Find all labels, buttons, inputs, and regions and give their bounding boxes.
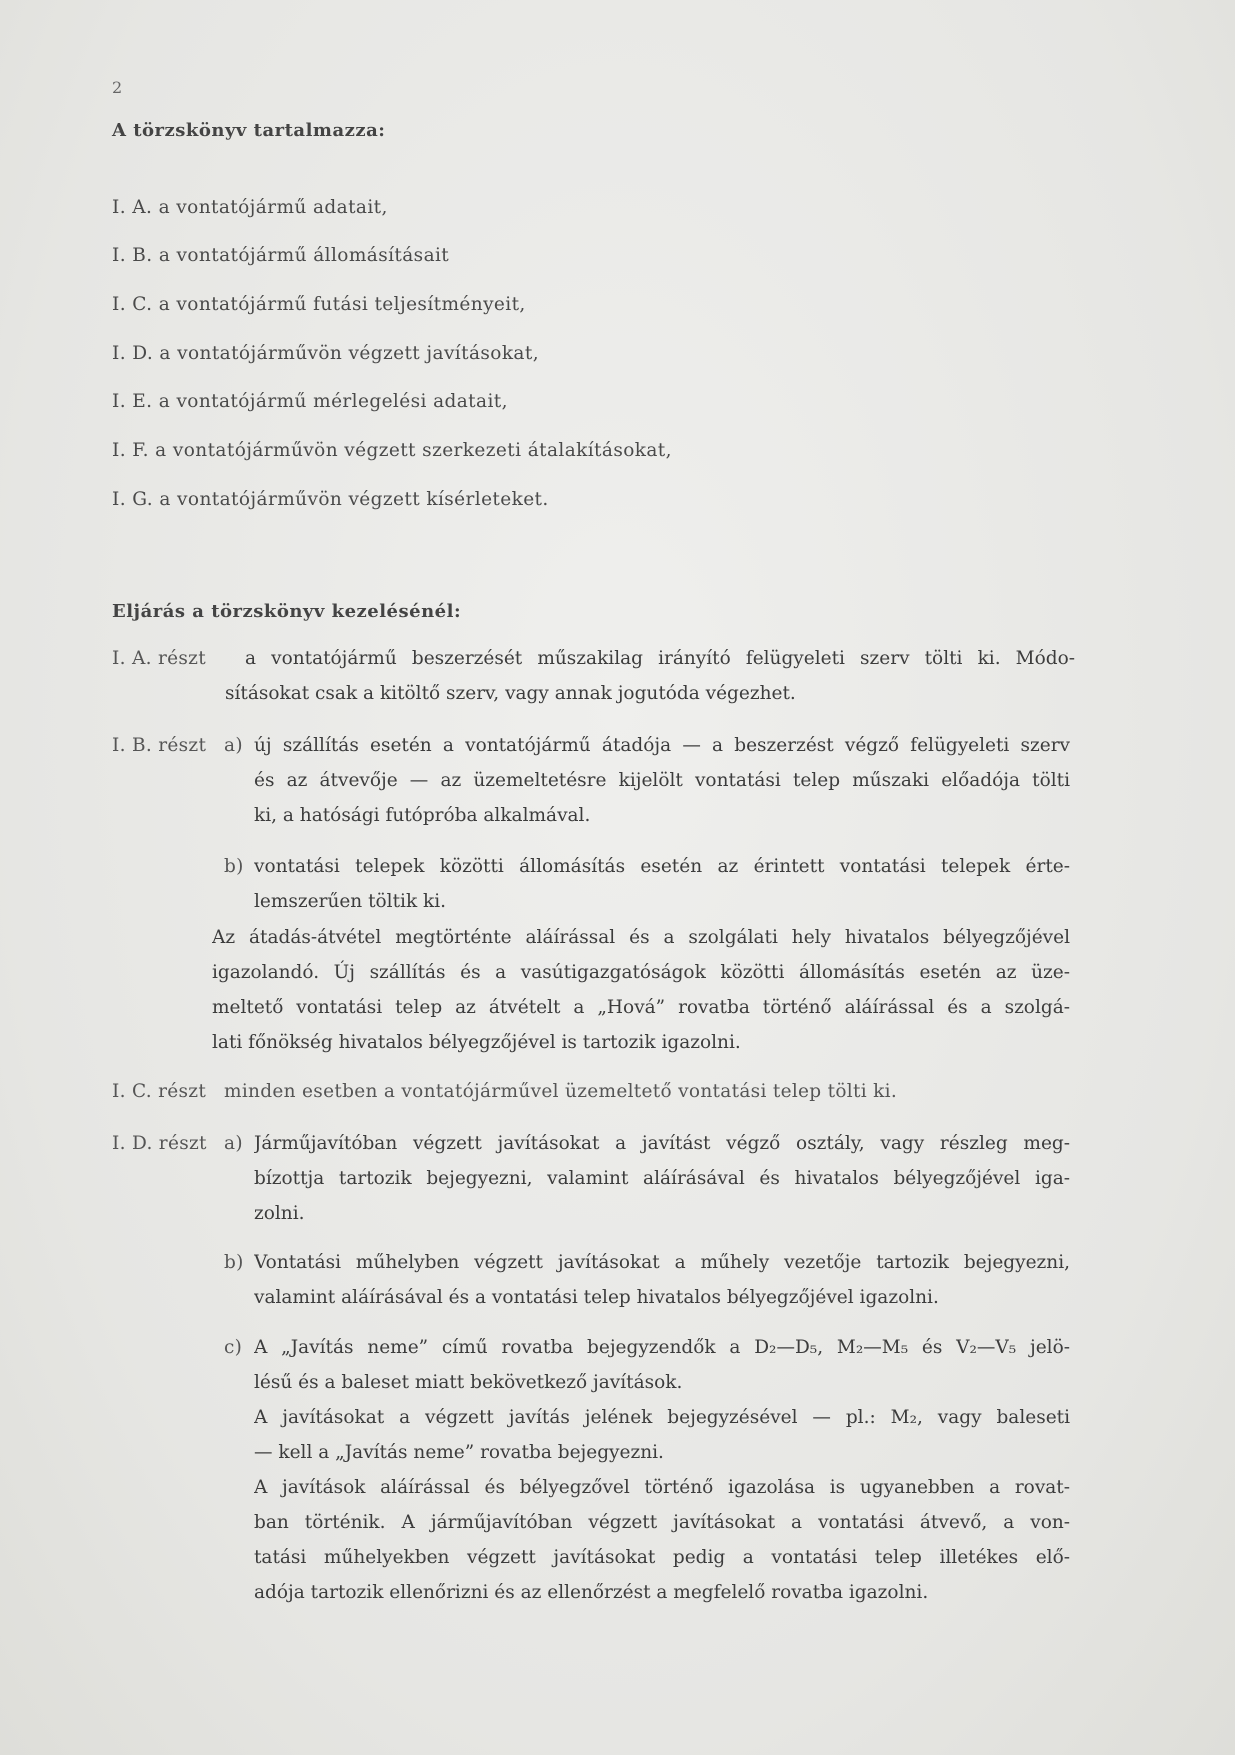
section-d-c-line: A javításokat a végzett javítás jelének bejegyzésével — pl.: M₂, vagy baleseti [254, 1407, 1070, 1428]
contents-item-d: I. D. a vontatójárművön végzett javításokat, [112, 343, 539, 364]
contents-item-f: I. F. a vontatójárművön végzett szerkezeti átalakításokat, [112, 440, 672, 461]
contents-item-c: I. C. a vontatójármű futási teljesítményeit, [112, 294, 526, 315]
section-b-a-line: és az átvevője — az üzemeltetésre kijelölt vontatási telep műszaki előadója tölti [254, 770, 1070, 791]
section-a-line: a vontatójármű beszerzését műszakilag irányító felügyeleti szerv tölti ki. Módo- [245, 648, 1075, 669]
page-number: 2 [112, 78, 123, 97]
section-d-c-line: — kell a „Javítás neme” rovatba bejegyezni. [254, 1442, 664, 1463]
section-d-b-text [254, 1245, 1070, 1315]
section-b-note-line: Az átadás-átvétel megtörténte aláírással és a szolgálati hely hivatalos bélyegzőjével [212, 927, 1070, 948]
contents-item-a: I. A. a vontatójármű adatait, [112, 197, 388, 218]
section-b-a-text [254, 728, 1070, 833]
section-d-c-line: A „Javítás neme” című rovatba bejegyzendők a D₂—D₅, M₂—M₅ és V₂—V₅ jelö- [254, 1337, 1070, 1358]
section-b-a-line: új szállítás esetén a vontatójármű átadója — a beszerzést végző felügyeleti szerv [254, 735, 1070, 756]
section-b-a-marker: a) [224, 735, 243, 756]
section-d-c-line: adója tartozik ellenőrizni és az ellenőrzést a megfelelő rovatba igazolni. [254, 1582, 929, 1603]
section-d-c-line: A javítások aláírással és bélyegzővel történő igazolása is ugyanebben a rovat- [254, 1477, 1070, 1498]
contents-item-b: I. B. a vontatójármű állomásításait [112, 245, 450, 266]
section-b-b-line: vontatási telepek közötti állomásítás esetén az érintett vontatási telepek érte- [254, 856, 1070, 877]
section-c-label: I. C. részt [112, 1081, 207, 1102]
section-b-b-line: lemszerűen töltik ki. [254, 891, 447, 912]
section-b-note-line: lati főnökség hivatalos bélyegzőjével is tartozik igazolni. [212, 1032, 741, 1053]
section-d-c-text [254, 1330, 1070, 1610]
section-c-text: minden esetben a vontatójárművel üzemeltető vontatási telep tölti ki. [224, 1081, 898, 1102]
contents-item-g: I. G. a vontatójárművön végzett kísérleteket. [112, 489, 549, 510]
section-b-note-line: igazolandó. Új szállítás és a vasútigazgatóságok közötti állomásítás esetén az üze- [212, 962, 1070, 983]
section-d-c-line: tatási műhelyekben végzett javításokat pedig a vontatási telep illetékes elő- [254, 1547, 1070, 1568]
section-a-label: I. A. részt [112, 648, 206, 669]
section-d-a-line: bízottja tartozik bejegyezni, valamint aláírásával és hivatalos bélyegzőjével iga- [254, 1168, 1070, 1189]
contents-item-e: I. E. a vontatójármű mérlegelési adatait, [112, 391, 508, 412]
section-d-b-line: valamint aláírásával és a vontatási telep hivatalos bélyegzőjével igazolni. [254, 1287, 939, 1308]
section-a-line: sításokat csak a kitöltő szerv, vagy annak jogutóda végezhet. [225, 683, 796, 704]
section-d-b-marker: b) [224, 1252, 244, 1273]
section-d-c-marker: c) [224, 1337, 243, 1358]
section-b-label: I. B. részt [112, 735, 207, 756]
section-d-a-line: Járműjavítóban végzett javításokat a javítást végző osztály, vagy részleg meg- [254, 1133, 1070, 1154]
procedure-heading: Eljárás a törzskönyv kezelésénél: [112, 601, 462, 622]
section-a-text [225, 641, 1075, 711]
section-d-a-marker: a) [224, 1133, 243, 1154]
section-b-b-marker: b) [224, 856, 244, 877]
section-d-a-line: zolni. [254, 1203, 305, 1224]
section-b-a-line: ki, a hatósági futópróba alkalmával. [254, 805, 591, 826]
section-b-note-line: meltető vontatási telep az átvételt a „Hová” rovatba történő aláírással és a szolgá- [212, 997, 1070, 1018]
contents-heading: A törzskönyv tartalmazza: [112, 120, 386, 141]
section-d-b-line: Vontatási műhelyben végzett javításokat a műhely vezetője tartozik bejegyezni, [254, 1252, 1070, 1273]
section-d-c-line: ban történik. A járműjavítóban végzett javításokat a vontatási átvevő, a von- [254, 1512, 1070, 1533]
section-d-a-text [254, 1126, 1070, 1231]
section-d-label: I. D. részt [112, 1133, 207, 1154]
section-b-note [212, 920, 1070, 1060]
section-d-c-line: lésű és a baleset miatt bekövetkező javítások. [254, 1372, 683, 1393]
section-b-b-text [254, 849, 1070, 919]
